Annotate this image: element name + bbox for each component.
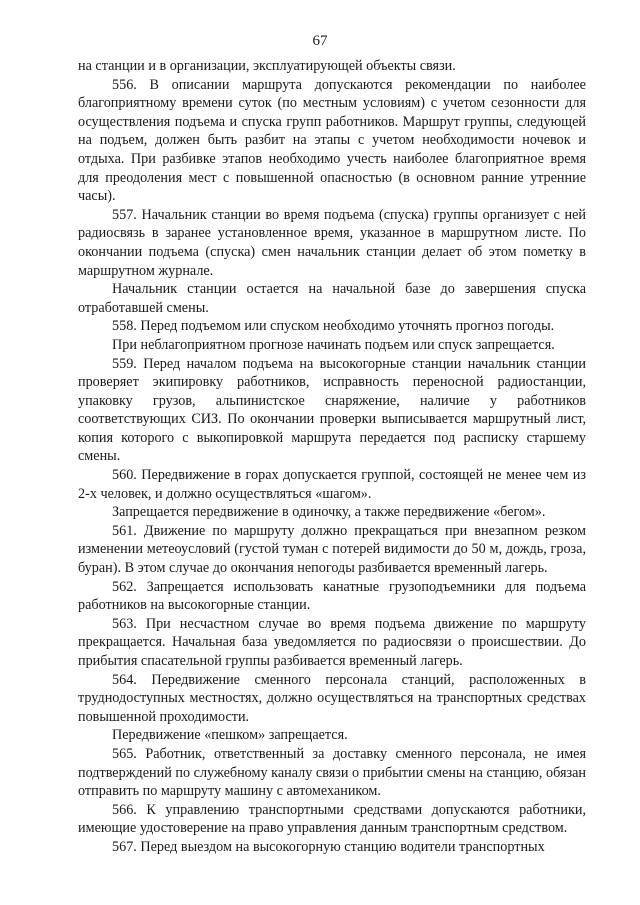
paragraph-558: 558. Перед подъемом или спуском необходимо уточнять прогноз погоды.	[112, 318, 555, 335]
paragraph-562: 562. Запрещается использовать канатные грузоподъемники для подъема работников на высокогорные станции.	[78, 578, 586, 614]
paragraph-559: 559. Перед началом подъема на высокогорные станции начальник станции проверяет экипировку работников, исправность переносной радиостанции, упаковку грузов, альпинистское снаряжение, наличие у работников соответствующих СИЗ. По окончании проверки выписывается маршрутный лист, копия которого с выкопировкой маршрута передается под расписку старшему смены.	[78, 355, 586, 465]
paragraph-565: 565. Работник, ответственный за доставку сменного персонала, не имея подтверждений по служебному каналу связи о прибытии смены на станцию, обязан отправить по маршруту машину с автомехаником.	[78, 745, 586, 800]
paragraph-560: 560. Передвижение в горах допускается группой, состоящей не менее чем из 2-х человек, и должно осуществляться «шагом».	[78, 467, 586, 502]
paragraph-557: 557. Начальник станции во время подъема (спуска) группы организует с ней радиосвязь в заранее установленное время, указанное в маршрутном листе. По окончании подъема (спуска) смен начальник станции делает об этом пометку в маршрутном журнале.	[78, 206, 586, 279]
paragraph-continuation: на станции и в организации, эксплуатирующей объекты связи.	[78, 58, 456, 74]
paragraph-566: 566. К управлению транспортными средствами допускаются работники, имеющие удостоверение на право управления данным транспортным средством.	[78, 801, 586, 837]
paragraph-563: 563. При несчастном случае во время подъема движение по маршруту прекращается. Начальная база уведомляется по радиосвязи о происшествии. До прибытия спасательной группы разбивается временный лагерь.	[78, 615, 586, 669]
paragraph-564-note: Передвижение «пешком» запрещается.	[112, 727, 348, 744]
paragraph-561: 561. Движение по маршруту должно прекращаться при внезапном резком изменении метеоусловий (густой туман с потерей видимости до 50 м, дождь, гроза, буран). В этом случае до окончания непогоды разбивается временный лагерь.	[78, 522, 586, 577]
paragraph-564: 564. Передвижение сменного персонала станций, расположенных в труднодоступных местностях, должно осуществляться на транспортных средствах повышенной проходимости.	[78, 671, 586, 725]
document-body	[78, 57, 586, 857]
paragraph-567: 567. Перед выездом на высокогорную станцию водители транспортных	[112, 838, 545, 855]
paragraph-560-note: Запрещается передвижение в одиночку, а также передвижение «бегом».	[112, 504, 546, 521]
paragraph-557-note: Начальник станции остается на начальной базе до завершения спуска отработавшей смены.	[78, 281, 586, 316]
paragraph-556: 556. В описании маршрута допускаются рекомендации по наиболее благоприятному времени суток (по местным условиям) с учетом сезонности для осуществления подъема и спуска групп работников. Маршрут группы, следующей на подъем, должен быть разбит на этапы с учетом необходимости ночевок и отдыха. При разбивке этапов необходимо учесть наиболее благоприятное время для преодоления мест с повышенной опасностью (в основном ранние утренние часы).	[78, 76, 586, 205]
page-number: 67	[312, 33, 328, 49]
paragraph-558-note: При неблагоприятном прогнозе начинать подъем или спуск запрещается.	[112, 336, 555, 353]
